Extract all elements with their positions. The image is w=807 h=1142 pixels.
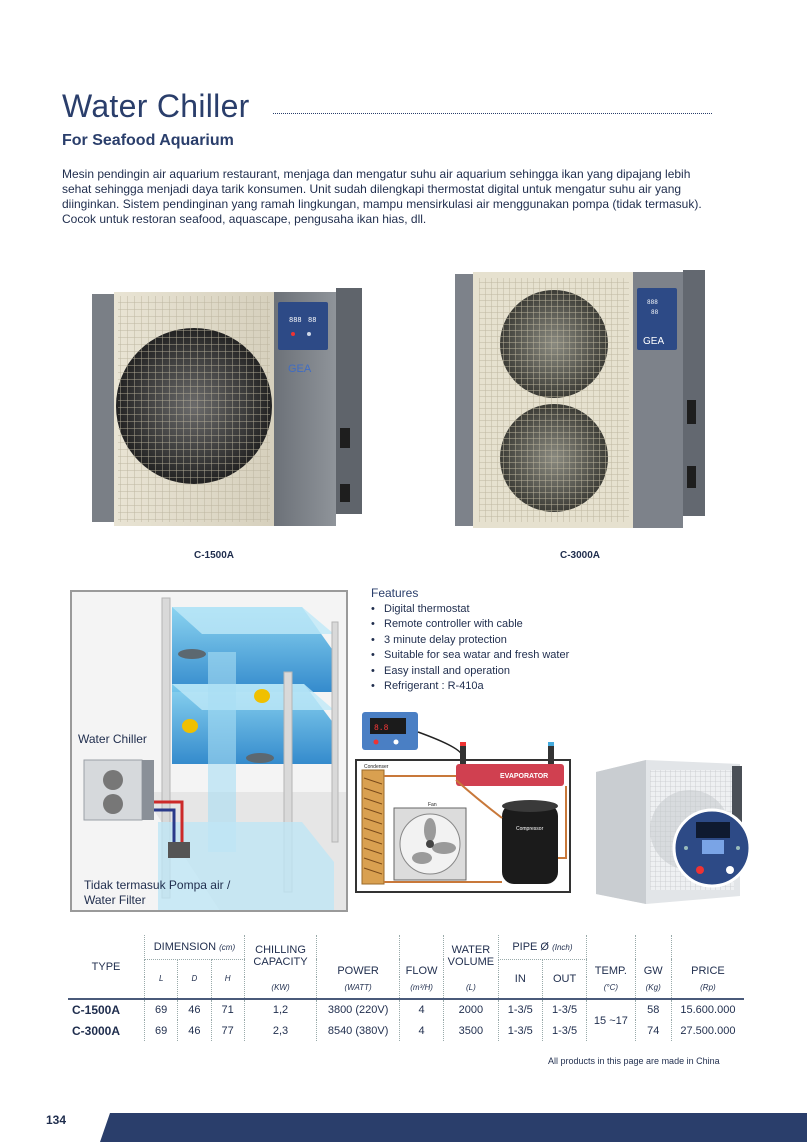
- table-row: [68, 1020, 744, 1041]
- cell-gw: 58: [635, 999, 671, 1020]
- cell-temp: 15 ~17: [587, 999, 635, 1041]
- product-image-c1500a: [92, 288, 364, 532]
- header-chilling-unit: (KW): [244, 977, 317, 999]
- cell-l: 69: [145, 999, 178, 1020]
- header-gw-unit: (Kg): [635, 977, 671, 999]
- header-dim-h: H: [211, 959, 244, 999]
- feature-item: • Refrigerant : R-410a: [371, 679, 611, 694]
- cell-l: 69: [145, 1020, 178, 1041]
- spec-table: [68, 935, 744, 1041]
- made-in-footnote: All products in this page are made in China: [548, 1056, 720, 1066]
- header-temp-unit: (°C): [587, 977, 635, 999]
- header-pipe-in: IN: [498, 959, 542, 999]
- page-title: Water Chiller: [62, 88, 250, 124]
- header-chilling: CHILLING CAPACITY: [244, 935, 317, 977]
- cell-power: 3800 (220V): [317, 999, 400, 1020]
- installation-diagram: [70, 590, 348, 912]
- product-image-c3000a: [455, 270, 707, 532]
- cell-h: 77: [211, 1020, 244, 1041]
- product-label-c1500a: C-1500A: [194, 550, 235, 561]
- page-number: 134: [46, 1113, 67, 1127]
- header-type: TYPE: [91, 960, 121, 973]
- feature-item: • Suitable for sea watar and fresh water: [371, 648, 611, 663]
- cell-type: C-1500A: [68, 999, 145, 1020]
- footer-bar: [100, 1113, 807, 1142]
- header-price-unit: (Rp): [671, 977, 744, 999]
- feature-item: • Remote controller with cable: [371, 617, 611, 632]
- features-list: [371, 586, 611, 694]
- condenser-label: Condenser: [364, 764, 389, 770]
- cell-gw: 74: [635, 1020, 671, 1041]
- title-dotted-rule: [273, 113, 712, 114]
- cell-h: 71: [211, 999, 244, 1020]
- cell-pipe-out: 1-3/5: [542, 1020, 586, 1041]
- cell-d: 46: [178, 999, 211, 1020]
- cell-chilling: 1,2: [244, 999, 317, 1020]
- header-pipe: PIPE Ø (Inch): [498, 935, 587, 959]
- cell-chilling: 2,3: [244, 1020, 317, 1041]
- refrigeration-schematic: [352, 708, 576, 896]
- header-gw: GW: [635, 935, 671, 977]
- intro-text: [62, 167, 722, 227]
- header-pipe-out: OUT: [542, 959, 586, 999]
- intro-paragraph-2: Cocok untuk restoran seafood, aquascape, pengusaha ikan hias, dll.: [62, 212, 427, 226]
- svg-text:88: 88: [308, 317, 317, 325]
- header-temp: TEMP.: [587, 935, 635, 977]
- water-chiller-label: Water Chiller: [78, 732, 147, 746]
- header-flow: FLOW: [399, 935, 443, 977]
- cell-water: 2000: [444, 999, 498, 1020]
- cell-d: 46: [178, 1020, 211, 1041]
- header-water-volume: WATER VOLUME: [444, 935, 498, 977]
- svg-text:8.8: 8.8: [374, 724, 389, 733]
- chiller-controller-photo: [590, 756, 766, 908]
- cell-price: 15.600.000: [671, 999, 744, 1020]
- product-label-c3000a: C-3000A: [560, 550, 601, 561]
- header-flow-unit: (m³/H): [399, 977, 443, 999]
- feature-item: • 3 minute delay protection: [371, 633, 611, 648]
- cell-flow: 4: [399, 999, 443, 1020]
- cell-pipe-in: 1-3/5: [498, 1020, 542, 1041]
- intro-paragraph-1: Mesin pendingin air aquarium restaurant, menjaga dan mengatur suhu air aquarium sehingga ikan yang dipajang lebih sehat sehingga menjadi daya tarik konsumen. Unit sudah dilengkapi thermostat digital untuk mengatur suhu air yang diinginkan. Sistem pendinginan yang ramah lingkungan, mampu mensirkulasi air menggunakan pompa (tidak termasuk).: [62, 167, 702, 211]
- fan-label: Fan: [428, 802, 437, 808]
- pump-note-line1: Tidak termasuk Pompa air /: [84, 878, 231, 892]
- pump-note-line2: Water Filter: [84, 893, 146, 907]
- header-dimension: DIMENSION (cm): [145, 935, 245, 959]
- cell-type: C-3000A: [72, 1023, 121, 1038]
- header-dim-d: D: [178, 959, 211, 999]
- header-dim-l: L: [145, 959, 178, 999]
- compressor-label: Compressor: [516, 826, 544, 832]
- svg-text:88: 88: [651, 309, 659, 316]
- cell-power: 8540 (380V): [317, 1020, 400, 1041]
- c3000a-display: 888: [647, 299, 658, 306]
- cell-water: 3500: [444, 1020, 498, 1041]
- gea-logo-c1500a: GEA: [288, 363, 312, 375]
- header-price: PRICE: [671, 935, 744, 977]
- feature-item: • Digital thermostat: [371, 602, 611, 617]
- evaporator-label: EVAPORATOR: [500, 773, 549, 780]
- c1500a-display: 888: [289, 317, 302, 325]
- header-power-unit: (WATT): [317, 977, 400, 999]
- features-heading: Features: [371, 586, 419, 600]
- aquarium-illustration: [72, 592, 348, 912]
- header-power: POWER: [317, 935, 400, 977]
- cell-flow: 4: [399, 1020, 443, 1041]
- cell-pipe-out: 1-3/5: [542, 999, 586, 1020]
- page-subtitle: For Seafood Aquarium: [62, 132, 234, 149]
- header-water-unit: (L): [444, 977, 498, 999]
- cell-price: 27.500.000: [671, 1020, 744, 1041]
- gea-logo-c3000a: GEA: [643, 336, 665, 347]
- feature-item: • Easy install and operation: [371, 664, 611, 679]
- table-row: [68, 999, 744, 1020]
- cell-pipe-in: 1-3/5: [498, 999, 542, 1020]
